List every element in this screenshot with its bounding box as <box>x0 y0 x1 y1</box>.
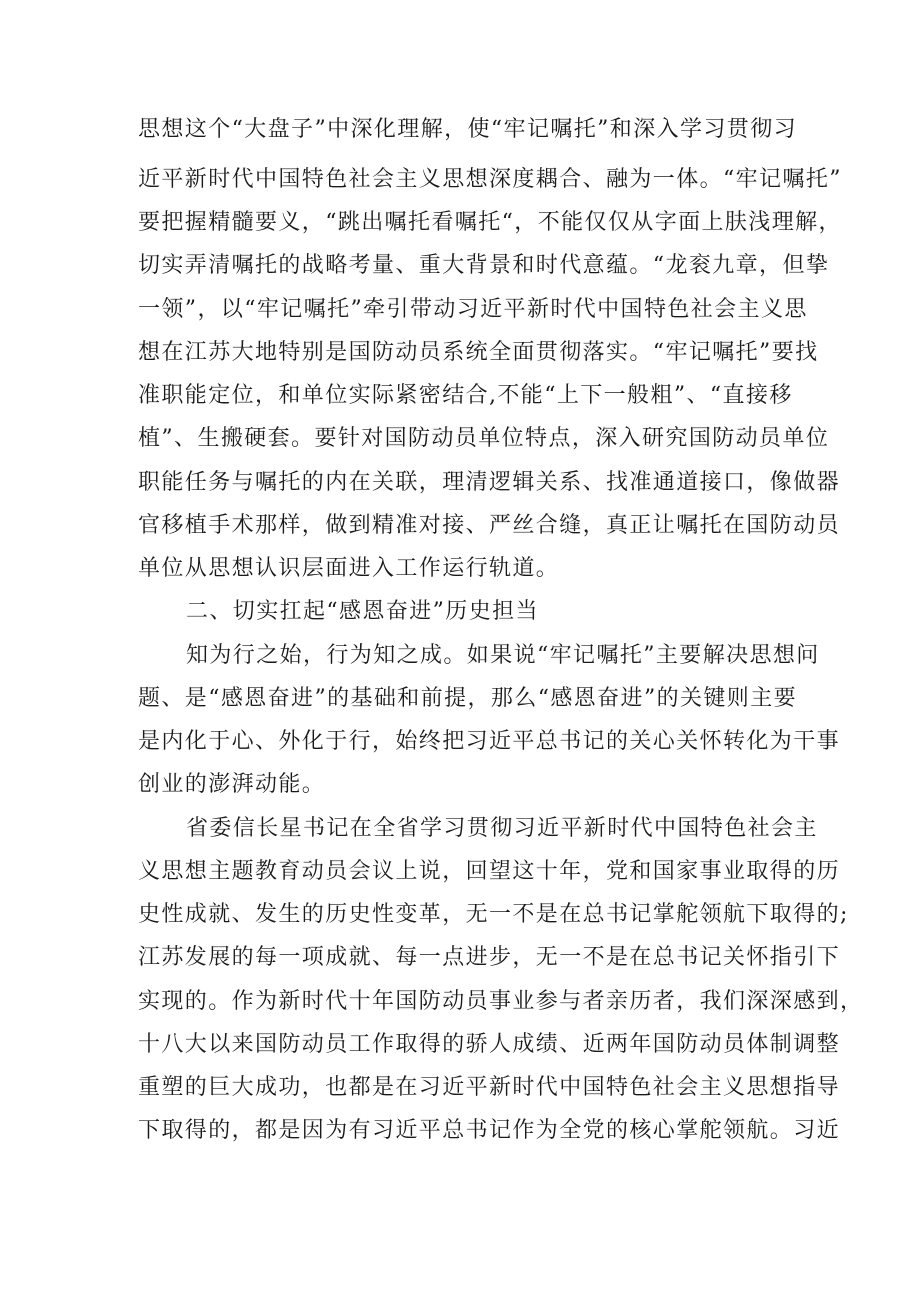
body-text-line: 一领”，以“牢记嘱托”牵引带动习近平新时代中国特色社会主义思 <box>138 297 808 322</box>
body-text-line: 省委信长星书记在全省学习贯彻习近平新时代中国特色社会主 <box>186 816 818 841</box>
body-text-line: 准职能定位，和单位实际紧密结合,不能“上下一般粗”、“直接移 <box>138 383 793 408</box>
body-text-line: 题、是“感恩奋进”的基础和前提，那么“感恩奋进”的关键则主要 <box>138 686 797 711</box>
body-text-line: 要把握精髓要义，“跳出嘱托看嘱托“，不能仅仅从字面上肤浅理解， <box>138 210 842 235</box>
body-text-line: 史性成就、发生的历史性变革，无一不是在总书记掌舵领航下取得的; <box>138 902 849 927</box>
body-text-line: 下取得的，都是因为有习近平总书记作为全党的核心掌舵领航。习近 <box>138 1118 841 1143</box>
body-text-line: 重塑的巨大成功，也都是在习近平新时代中国特色社会主义思想指导 <box>138 1075 841 1100</box>
body-text-line: 江苏发展的每一项成就、每一点进步，无一不是在总书记关怀指引下 <box>138 945 841 970</box>
body-text-line: 是内化于心、外化于行，始终把习近平总书记的关心关怀转化为干事 <box>138 729 841 754</box>
body-text-line: 实现的。作为新时代十年国防动员事业参与者亲历者，我们深深感到， <box>138 989 864 1014</box>
body-text-line: 想在江苏大地特别是国防动员系统全面贯彻落实。“牢记嘱托”要找 <box>138 340 819 365</box>
body-text-line: 官移植手术那样，做到精准对接、严丝合缝，真正让嘱托在国防动员 <box>138 513 841 538</box>
body-text-line: 近平新时代中国特色社会主义思想深度耦合、融为一体。“牢记嘱托” <box>138 167 842 192</box>
section-heading: 二、切实扛起“感恩奋进”历史担当 <box>186 599 539 624</box>
body-text-line: 职能任务与嘱托的内在关联，理清逻辑关系、找准通道接口，像做器 <box>138 470 841 495</box>
body-text-line: 思想这个“大盘子”中深化理解，使“牢记嘱托”和深入学习贯彻习 <box>138 117 797 142</box>
body-text-line: 植”、生搬硬套。要针对国防动员单位特点，深入研究国防动员单位 <box>138 426 830 451</box>
body-text-line: 创业的澎湃动能。 <box>138 772 326 797</box>
body-text-line: 十八大以来国防动员工作取得的骄人成绩、近两年国防动员体制调整 <box>138 1032 841 1057</box>
body-text-line: 切实弄清嘱托的战略考量、重大背景和时代意蕴。“龙衮九章，但挚 <box>138 253 830 278</box>
body-text-line: 义思想主题教育动员会议上说，回望这十年，党和国家事业取得的历 <box>138 859 841 884</box>
body-text-line: 知为行之始，行为知之成。如果说“牢记嘱托”主要解决思想问 <box>186 643 820 668</box>
body-text-line: 单位从思想认识层面进入工作运行轨道。 <box>138 556 560 581</box>
